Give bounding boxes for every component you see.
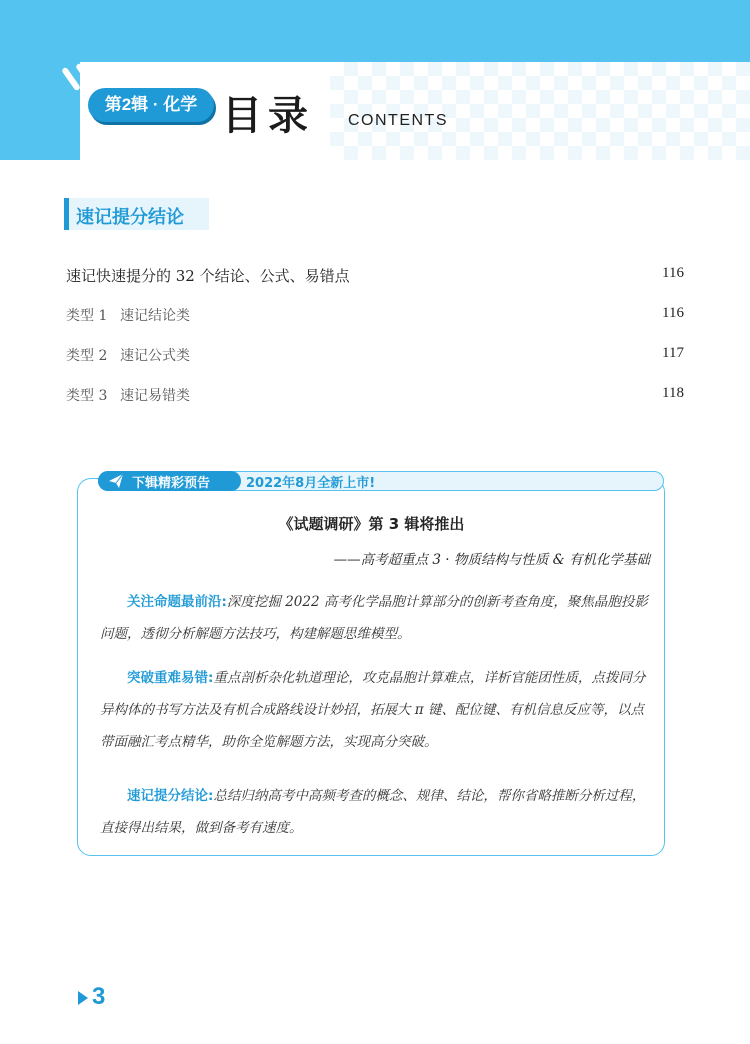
preview-subtitle: ——高考超重点 3 · 物质结构与性质 & 有机化学基础 — [333, 552, 650, 568]
preview-release-date: 2022年8月全新上市! — [246, 476, 376, 491]
page-title-en: CONTENTS — [348, 112, 448, 129]
toc-entry-label: 速记公式类 — [120, 348, 190, 364]
preview-paragraph-head: 突破重难易错: — [127, 670, 214, 686]
header-checker-pattern — [330, 62, 750, 160]
page-title: 目录 — [222, 93, 314, 139]
preview-paragraph-head: 速记提分结论: — [127, 788, 214, 804]
toc-entry[interactable] — [66, 345, 684, 369]
toc-entry[interactable] — [66, 265, 684, 289]
section-heading: 速记提分结论 — [76, 207, 184, 228]
toc-entry-type: 类型 2 — [66, 348, 108, 364]
toc-entry[interactable] — [66, 305, 684, 329]
header-band — [0, 0, 750, 160]
series-badge: 第2辑 · 化学 — [88, 88, 214, 122]
preview-paragraph — [100, 662, 648, 758]
preview-paragraph — [100, 780, 648, 844]
toc-entry-label: 速记结论类 — [120, 308, 190, 324]
paper-plane-icon — [108, 473, 124, 489]
preview-title: 《试题调研》第 3 辑将推出 — [278, 515, 465, 533]
preview-tag-label: 下辑精彩预告 — [132, 476, 211, 491]
toc-entry[interactable] — [66, 385, 684, 409]
section-heading-bar — [64, 198, 69, 230]
toc-entry-type: 类型 3 — [66, 388, 108, 404]
toc-entry-label: 速记易错类 — [120, 388, 190, 404]
header-band-top — [0, 0, 750, 62]
triangle-right-icon — [78, 991, 88, 1005]
toc-entry-page: 116 — [662, 305, 684, 321]
toc-entry-page: 118 — [662, 385, 684, 401]
preview-paragraph-head: 关注命题最前沿: — [127, 594, 227, 610]
preview-paragraph-body: 总结归纳高考中高频考查的概念、规律、结论，帮你省略推断分析过程，直接得出结果，做到备考有速度。 — [100, 788, 646, 836]
preview-tag — [98, 471, 664, 491]
toc-entry-page: 117 — [662, 345, 684, 361]
page-number-text: 3 — [92, 983, 106, 1010]
toc-entry-page: 116 — [662, 265, 684, 281]
toc-entry-label: 速记快速提分的 32 个结论、公式、易错点 — [66, 267, 350, 285]
preview-paragraph — [100, 586, 648, 650]
preview-paragraph-body: 深度挖掘 2022 高考化学晶胞计算部分的创新考查角度，聚焦晶胞投影问题，透彻分析解题方法技巧，构建解题思维模型。 — [100, 594, 648, 642]
toc-entry-type: 类型 1 — [66, 308, 108, 324]
preview-paragraph-body: 重点剖析杂化轨道理论，攻克晶胞计算难点，详析官能团性质，点拨同分异构体的书写方法及有机合成路线设计妙招，拓展大 π 键、配位键、有机信息反应等，以点带面融汇考点精华，助你全览解题方法，实现高分突破。 — [100, 670, 646, 750]
